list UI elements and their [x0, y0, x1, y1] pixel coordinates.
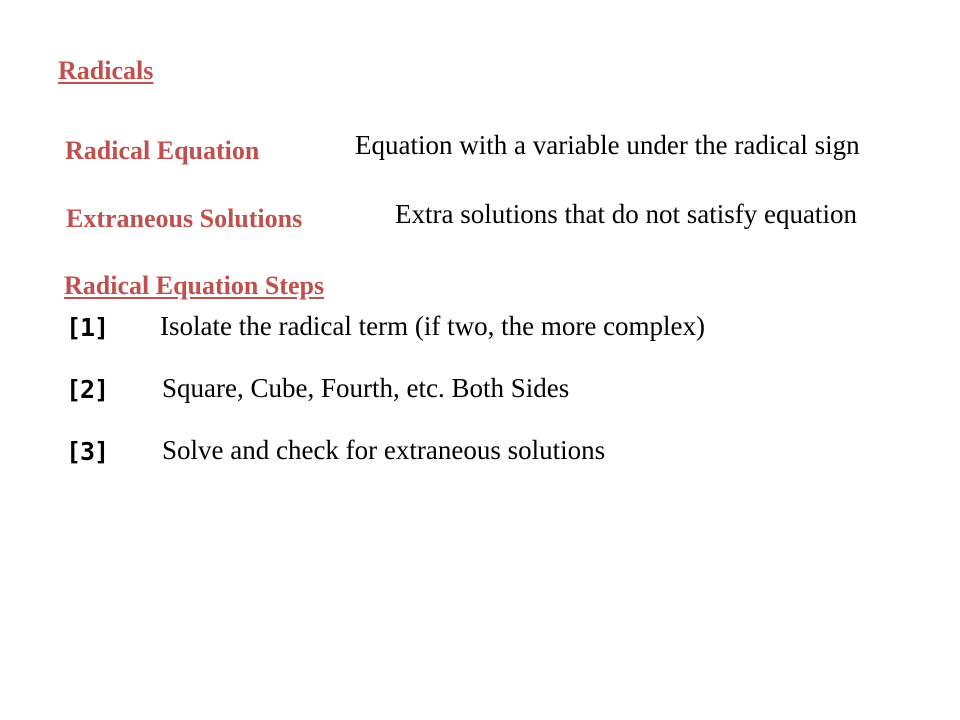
step-number-2: [2]	[66, 375, 109, 404]
step-text-3: Solve and check for extraneous solutions	[162, 435, 606, 465]
step-number-3: [3]	[66, 437, 109, 466]
step-text-1: Isolate the radical term (if two, the more complex)	[160, 311, 706, 341]
definition-radical-equation: Equation with a variable under the radical sign	[355, 130, 860, 160]
term-extraneous-solutions: Extraneous Solutions	[66, 204, 303, 233]
step-text-2: Square, Cube, Fourth, etc. Both Sides	[162, 373, 570, 403]
step-number-1: [1]	[66, 313, 109, 342]
slide-title: Radicals	[58, 56, 154, 85]
term-radical-equation: Radical Equation	[65, 136, 260, 165]
definition-extraneous-solutions: Extra solutions that do not satisfy equation	[395, 199, 857, 229]
steps-heading: Radical Equation Steps	[64, 271, 325, 300]
